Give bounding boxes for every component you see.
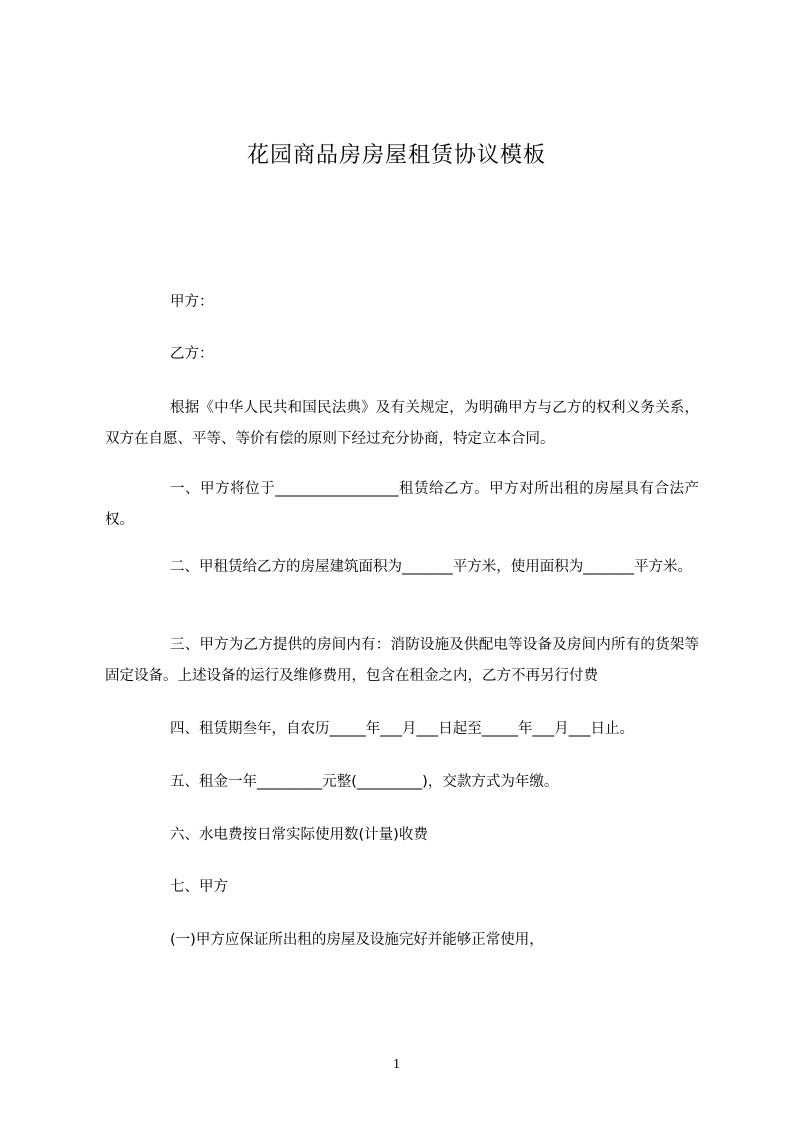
party-a-label: 甲方：: [170, 294, 214, 310]
clause-7-heading: 七、甲方: [170, 879, 228, 895]
clause-3-paragraph: 三、甲方为乙方提供的房间内有：消防设施及供配电等设备及房间内所有的货架等固定设备。上述设备的运行及维修费用，包含在租金之内，乙方不再另行付费: [105, 637, 699, 684]
document-title: 花园商品房房屋租赁协议模板: [246, 143, 546, 168]
preamble-paragraph: 根据《中华人民共和国民法典》及有关规定，为明确甲方与乙方的权利义务关系，双方在自愿、平等、等价有偿的原则下经过充分协商，特定立本合同。: [105, 400, 699, 447]
clause-7-1-paragraph: (一)甲方应保证所出租的房屋及设施完好并能够正常使用，: [170, 932, 544, 948]
page-number: 1: [393, 1057, 400, 1072]
clause-5-paragraph: 五、租金一年_________元整(_________)，交款方式为年缴。: [170, 774, 559, 790]
clause-4-paragraph: 四、租赁期叁年，自农历_____年___月___日起至_____年___月___日止。: [170, 721, 634, 737]
clause-2-paragraph: 二、甲租赁给乙方的房屋建筑面积为_______平方米，使用面积为_______平方米。: [170, 559, 692, 575]
party-b-label: 乙方：: [170, 346, 214, 362]
clause-1-paragraph: 一、甲方将位于_________________租赁给乙方。甲方对所出租的房屋具有合法产权。: [105, 481, 699, 528]
clause-6-paragraph: 六、水电费按日常实际使用数(计量)收费: [170, 827, 428, 843]
